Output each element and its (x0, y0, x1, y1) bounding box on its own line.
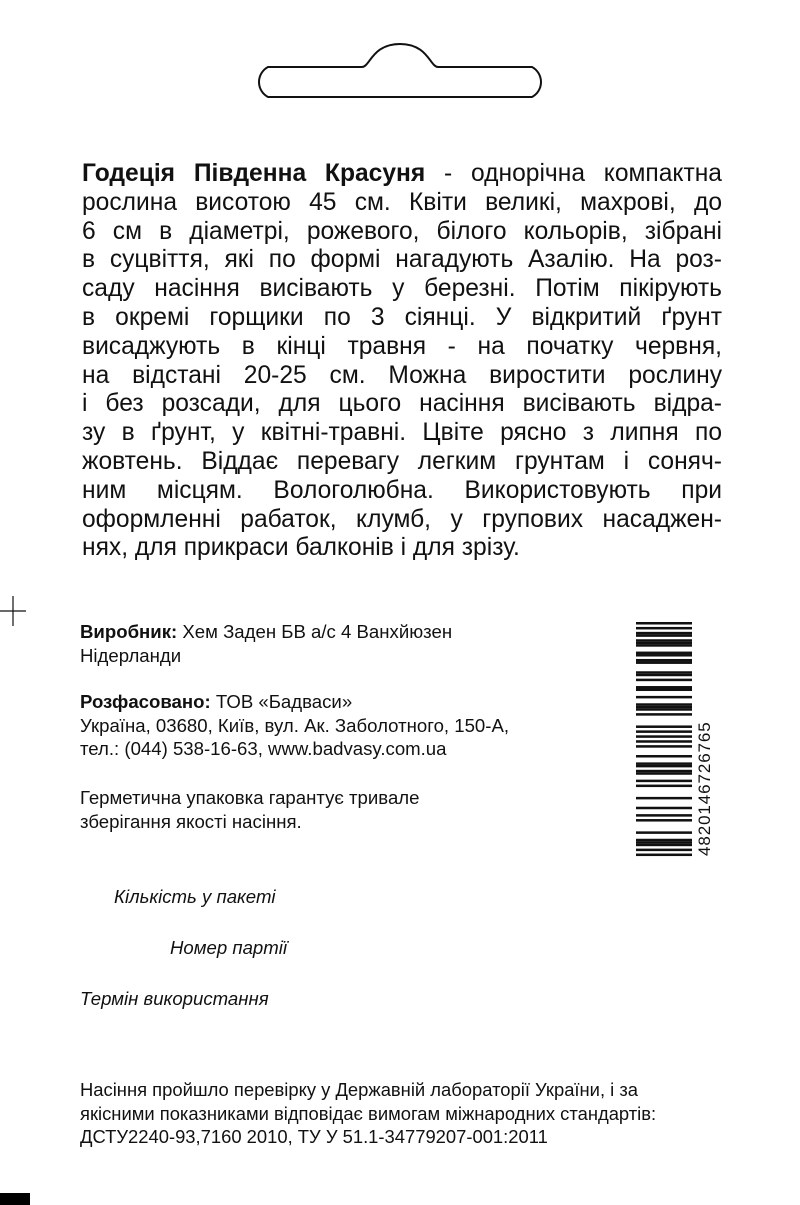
barcode-bar (636, 725, 692, 728)
barcode-bar (636, 770, 692, 773)
barcode-bar (636, 755, 692, 758)
description-line-3: 6 см в діаметрі, рожевого, білого кольорів, зібрані (82, 217, 722, 245)
barcode-bar (636, 686, 692, 689)
barcode-bar (636, 689, 692, 692)
barcode-bar (636, 740, 692, 743)
description-line-14: нях, для прикраси балконів і для зрізу. (82, 534, 520, 562)
quantity-label: Кількість у пакеті (114, 886, 276, 907)
barcode-bar (636, 735, 692, 738)
barcode-bar (636, 854, 692, 857)
description-line-13: оформленні рабаток, клумб, у групових насаджен- (82, 505, 722, 533)
certification-note: Насіння пройшло перевірку у Державній лабораторії України, і за якісними показниками відповідає вимогам міжнародних стандартів: ДСТУ2240-93,7160 2010, ТУ У 51.1-34779207-001:2011 (80, 1079, 657, 1147)
barcode-bar (636, 642, 692, 645)
packer-contacts: тел.: (044) 538-16-63, www.badvasy.com.ua (80, 738, 447, 759)
barcode-bar (636, 780, 692, 783)
description-line-1: Годеція Південна Красуня - однорічна компактна (82, 160, 722, 187)
barcode-bar (636, 762, 692, 765)
barcode (630, 622, 716, 866)
description-line-6: в окремі горщики по 3 сіянці. У відкритий ґрунт (82, 303, 722, 331)
barcode-bar (636, 659, 692, 662)
product-name: Годеція Південна Красуня (82, 160, 426, 187)
barcode-bar (636, 831, 692, 834)
barcode-bar (636, 713, 692, 716)
barcode-digits: 4820146726765 (695, 721, 714, 856)
manufacturer-label: Виробник: (80, 621, 178, 642)
description-line-11: жовтень. Віддає перевагу легким грунтам і соняч- (82, 447, 722, 475)
barcode-bar (636, 639, 692, 642)
barcode-bar (636, 654, 692, 657)
description-line-4: в суцвіття, які по формі нагадують Азалію. На роз- (82, 246, 722, 274)
product-description (82, 160, 722, 563)
hang-tab-outline (244, 40, 556, 102)
corner-registration-mark (0, 1193, 30, 1205)
description-line-12: ним місцям. Вологолюбна. Використовують при (82, 476, 722, 504)
barcode-bar (636, 703, 692, 706)
barcode-bar (636, 807, 692, 810)
barcode-bar (636, 849, 692, 852)
barcode-bar (636, 632, 692, 635)
barcode-bar (636, 814, 692, 817)
description-line-10: зу в ґрунт, у квітні-травні. Цвіте рясно з липня по (82, 419, 722, 447)
crop-mark-icon (0, 596, 26, 626)
storage-note: Герметична упаковка гарантує тривале зберігання якості насіння. (80, 787, 420, 832)
barcode-bar (636, 819, 692, 822)
description-line-9: і без розсади, для цього насіння висівають відра- (82, 390, 722, 418)
barcode-bar (636, 627, 692, 630)
barcode-bar (636, 706, 692, 709)
barcode-bars (636, 622, 692, 856)
packer-block (80, 690, 509, 761)
barcode-bar (636, 765, 692, 768)
barcode-bar (636, 841, 692, 844)
description-line-5: саду насіння висівають у березні. Потім пікірують (82, 275, 722, 303)
description-line-7: висаджують в кінці травня - на початку червня, (82, 332, 722, 360)
barcode-bar (636, 708, 692, 711)
barcode-bar (636, 679, 692, 682)
barcode-bar (636, 652, 692, 655)
barcode-bar (636, 745, 692, 748)
barcode-bar (636, 839, 692, 842)
barcode-bar (636, 730, 692, 733)
barcode-bar (636, 644, 692, 647)
barcode-bar (636, 696, 692, 699)
barcode-bar (636, 622, 692, 625)
barcode-bar (636, 634, 692, 637)
barcode-bar (636, 674, 692, 677)
description-line-2: рослина висотою 45 см. Квіти великі, махрові, до (82, 188, 722, 216)
manufacturer-name: Хем Заден БВ а/с 4 Ванхйюзен (177, 621, 453, 642)
barcode-bar (636, 797, 692, 800)
batch-number-label: Номер партії (170, 937, 288, 958)
manufacturer-country: Нідерланди (80, 644, 182, 666)
manufacturer-block (80, 620, 452, 667)
barcode-bar (636, 772, 692, 775)
barcode-bar (636, 844, 692, 847)
barcode-bar (636, 661, 692, 664)
expiry-label: Термін використання (80, 988, 269, 1009)
barcode-bar (636, 785, 692, 788)
packer-address: Україна, 03680, Київ, вул. Ак. Заболотного, 150-А, (80, 714, 510, 736)
packer-name: ТОВ «Бадваси» (210, 691, 353, 712)
description-line-8: на відстані 20-25 см. Можна виростити рослину (82, 361, 722, 389)
barcode-bar (636, 671, 692, 674)
packer-label: Розфасовано: (80, 691, 211, 712)
